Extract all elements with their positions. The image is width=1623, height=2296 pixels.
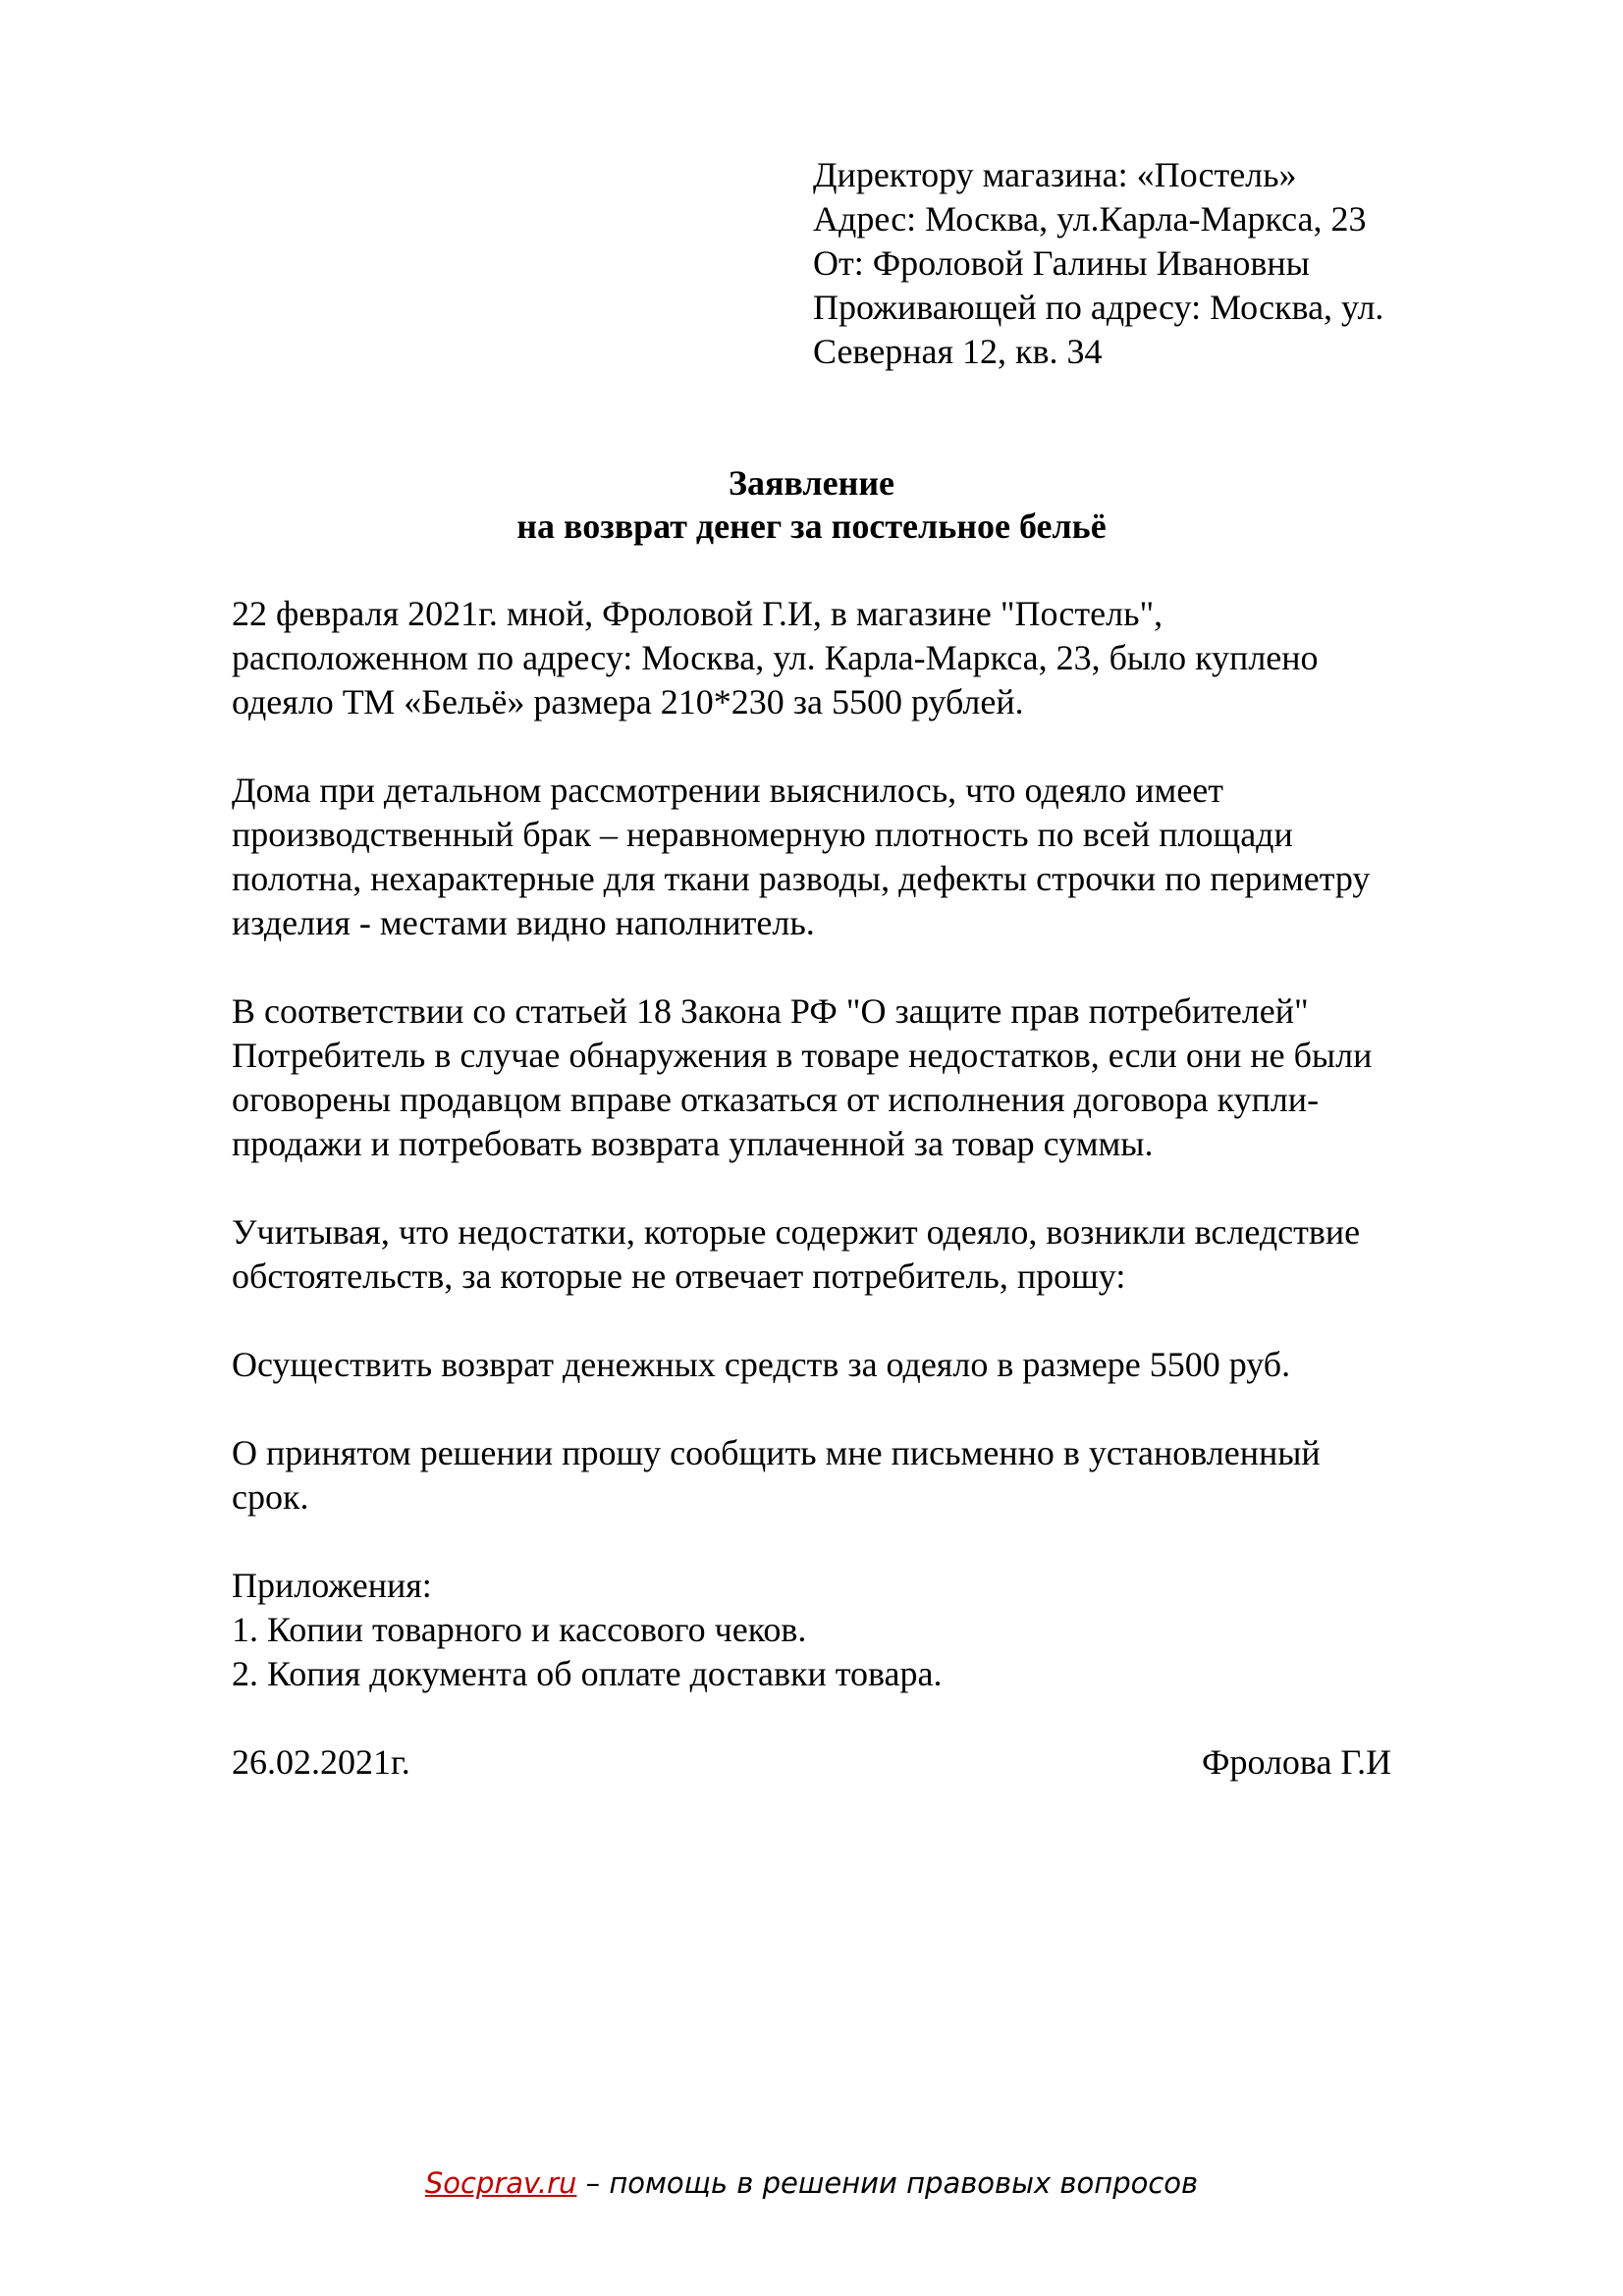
- paragraph-defects: [232, 769, 1488, 945]
- paragraph-line: продажи и потребовать возврата уплаченной за товар суммы.: [232, 1124, 1154, 1163]
- paragraph-line: расположенном по адресу: Москва, ул. Карла-Маркса, 23, было куплено: [232, 638, 1319, 677]
- footer-separator: –: [576, 2166, 610, 2200]
- document-body: [232, 592, 1488, 1696]
- title-heading: Заявление: [728, 463, 895, 503]
- attachments-list: [232, 1564, 1488, 1696]
- paragraph-line: полотна, нехарактерные для ткани разводы, дефекты строчки по периметру: [232, 859, 1371, 898]
- title-subheading: на возврат денег за постельное бельё: [516, 507, 1107, 546]
- addressee-block: [813, 153, 1520, 374]
- paragraph-line: В соответствии со статьей 18 Закона РФ "О защите прав потребителей": [232, 991, 1309, 1031]
- paragraph-line: Дома при детальном рассмотрении выяснилось, что одеяло имеет: [232, 771, 1224, 810]
- paragraph-line: одеяло ТМ «Бельё» размера 210*230 за 5500 рублей.: [232, 682, 1024, 721]
- signature-name: Фролова Г.И: [1202, 1742, 1392, 1782]
- footer-tagline: помощь в решении правовых вопросов: [609, 2166, 1199, 2200]
- addressee-line: Проживающей по адресу: Москва, ул.: [813, 288, 1384, 327]
- paragraph-line: 22 февраля 2021г. мной, Фроловой Г.И, в магазине "Постель",: [232, 594, 1163, 633]
- signature-date: 26.02.2021г.: [232, 1742, 410, 1782]
- attachments-heading: Приложения:: [232, 1566, 432, 1605]
- attachment-item: 1. Копии товарного и кассового чеков.: [232, 1610, 807, 1649]
- paragraph-line: изделия - местами видно наполнитель.: [232, 903, 815, 942]
- paragraph-law: [232, 989, 1488, 1166]
- paragraph-line: Осуществить возврат денежных средств за одеяло в размере 5500 руб.: [232, 1345, 1291, 1384]
- paragraph-line: обстоятельств, за которые не отвечает потребитель, прошу:: [232, 1256, 1126, 1296]
- footer-banner: [0, 2163, 1623, 2203]
- attachment-item: 2. Копия документа об оплате доставки товара.: [232, 1654, 943, 1693]
- addressee-line: Северная 12, кв. 34: [813, 332, 1103, 371]
- paragraph-request-intro: [232, 1210, 1488, 1299]
- paragraph-line: оговорены продавцом вправе отказаться от исполнения договора купли-: [232, 1080, 1320, 1119]
- paragraph-line: производственный брак – неравномерную плотность по всей площади: [232, 815, 1293, 854]
- paragraph-line: Потребитель в случае обнаружения в товаре недостатков, если они не были: [232, 1036, 1373, 1075]
- paragraph-request: [232, 1343, 1488, 1387]
- paragraph-notify: [232, 1431, 1488, 1520]
- paragraph-line: Учитывая, что недостатки, которые содержит одеяло, возникли вследствие: [232, 1212, 1361, 1252]
- document-title: [0, 461, 1623, 548]
- addressee-line: Адрес: Москва, ул.Карла-Маркса, 23: [813, 199, 1367, 239]
- footer-site-link[interactable]: Socprav.ru: [424, 2166, 577, 2200]
- addressee-line: Директору магазина: «Постель»: [813, 155, 1297, 194]
- paragraph-line: О принятом решении прошу сообщить мне письменно в установленный: [232, 1433, 1321, 1472]
- addressee-line: От: Фроловой Галины Ивановны: [813, 243, 1310, 283]
- paragraph-purchase: [232, 592, 1488, 724]
- paragraph-line: срок.: [232, 1477, 309, 1517]
